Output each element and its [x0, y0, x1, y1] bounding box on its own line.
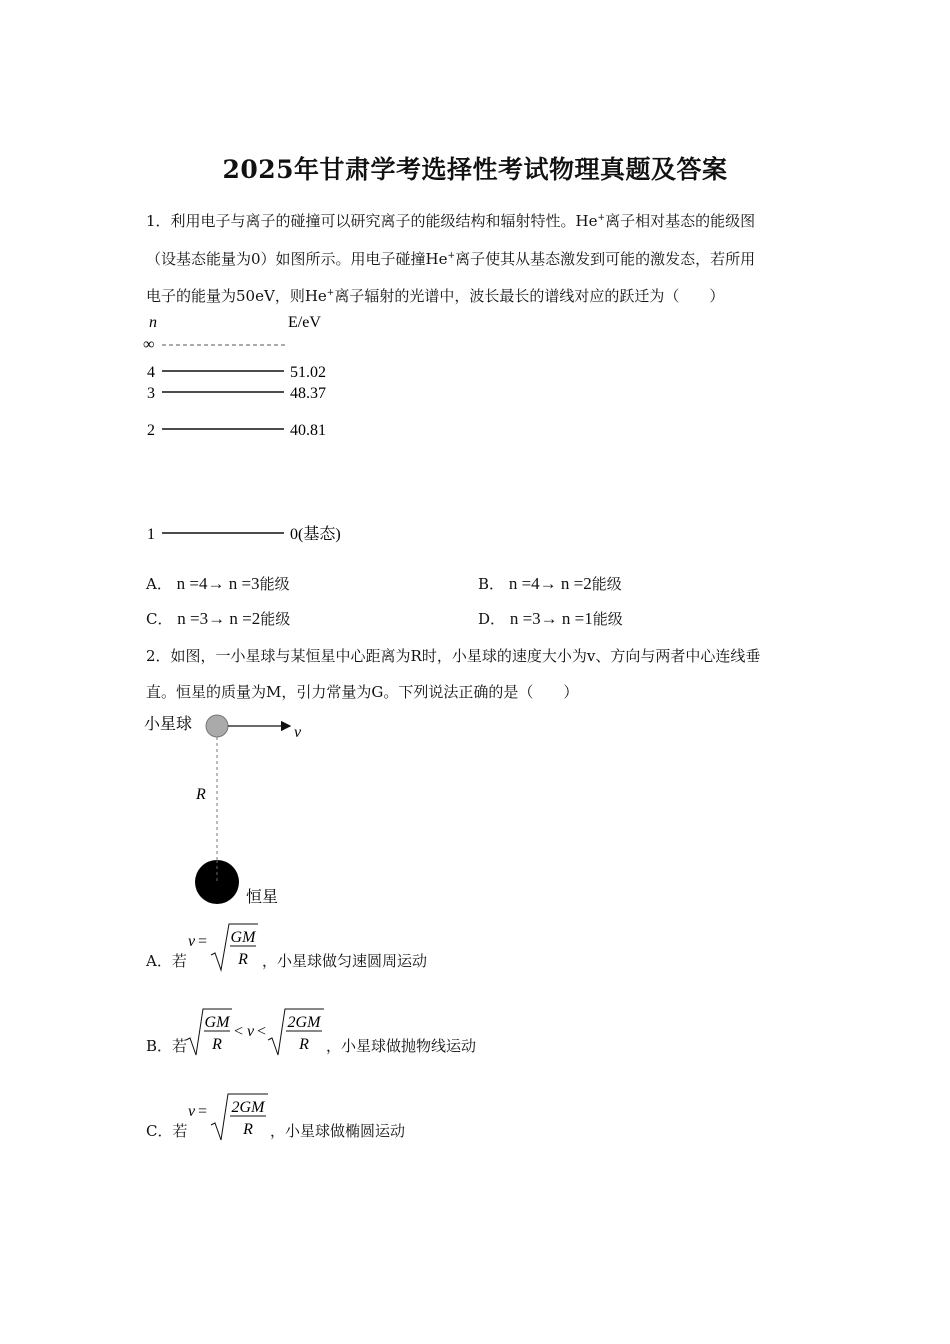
- level-1-energy: 0(基态): [290, 526, 341, 543]
- svg-text:<: <: [234, 1023, 244, 1040]
- q1-line-1: 1．利用电子与离子的碰撞可以研究离子的能级结构和辐射特性。He+离子相对基态的能级图: [146, 212, 756, 230]
- velocity-label: v: [294, 724, 302, 741]
- energy-axis-label: E/eV: [288, 314, 321, 331]
- orbit-diagram: [140, 708, 320, 913]
- q1-option-d: D． n =3→ n =1能级: [478, 609, 623, 628]
- q1-option-a: A． n =4→ n =3能级: [146, 574, 290, 593]
- small-star-icon: [206, 715, 228, 737]
- svg-text:=: =: [198, 933, 208, 950]
- svg-text:R: R: [243, 1121, 253, 1138]
- svg-text:2GM: 2GM: [231, 1099, 265, 1116]
- page-title: 2025年甘肃学考选择性考试物理真题及答案: [222, 155, 728, 184]
- q2-option-c-label: C．若: [146, 1122, 188, 1140]
- level-4-n: 4: [147, 364, 155, 381]
- svg-text:GM: GM: [204, 1014, 230, 1031]
- energy-level-diagram: [140, 308, 380, 548]
- svg-text:=: =: [198, 1103, 208, 1120]
- svg-text:R: R: [212, 1036, 222, 1053]
- svg-text:GM: GM: [230, 929, 256, 946]
- q1-line-3: 电子的能量为50eV，则He+离子辐射的光谱中，波长最长的谱线对应的跃迁为（ ）: [146, 287, 725, 305]
- star-label: 恒星: [246, 887, 279, 906]
- n-axis-label: n: [149, 314, 157, 331]
- small-star-label: 小星球: [144, 714, 193, 733]
- q2-option-c-text: ，小星球做椭圆运动: [270, 1122, 406, 1140]
- level-2-n: 2: [147, 422, 155, 439]
- q2-option-b-formula: [184, 1005, 334, 1061]
- q2-option-b-text: ，小星球做抛物线运动: [326, 1037, 477, 1055]
- level-2-energy: 40.81: [290, 422, 326, 439]
- q2-option-b-label: B．若: [146, 1037, 188, 1055]
- q1-line-2: （设基态能量为0）如图所示。用电子碰撞He+离子使其从基态激发到可能的激发态，若所用: [146, 250, 756, 268]
- q2-line-2: 直。恒星的质量为M，引力常量为G。下列说法正确的是（ ）: [146, 683, 579, 701]
- svg-text:R: R: [238, 951, 248, 968]
- q2-option-c-formula: [186, 1090, 276, 1144]
- level-3-n: 3: [147, 385, 155, 402]
- q2-option-a-text: ，小星球做匀速圆周运动: [262, 952, 428, 970]
- q1-option-c: C． n =3→ n =2能级: [146, 609, 291, 628]
- svg-text:<: <: [257, 1023, 267, 1040]
- level-4-energy: 51.02: [290, 364, 326, 381]
- infinity-level-label: ∞: [143, 336, 155, 353]
- svg-text:v: v: [247, 1023, 255, 1040]
- level-1-n: 1: [147, 526, 155, 543]
- q2-line-1: 2．如图，一小星球与某恒星中心距离为R时，小星球的速度大小为v、方向与两者中心连线垂: [146, 647, 761, 665]
- distance-label: R: [196, 786, 206, 803]
- svg-text:R: R: [299, 1036, 309, 1053]
- q1-option-b: B． n =4→ n =2能级: [478, 574, 622, 593]
- svg-text:v: v: [188, 1103, 196, 1120]
- level-3-energy: 48.37: [290, 385, 326, 402]
- svg-text:2GM: 2GM: [287, 1014, 321, 1031]
- q2-option-a-label: A．若: [146, 952, 187, 970]
- svg-text:v: v: [188, 933, 196, 950]
- q2-option-a-formula: [186, 920, 266, 974]
